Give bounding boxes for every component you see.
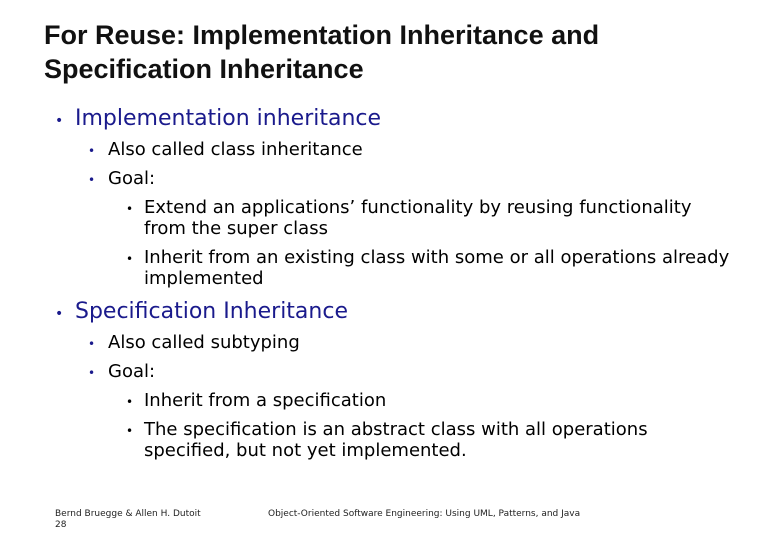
list-item — [88, 361, 155, 382]
footer-authors-block — [55, 509, 201, 531]
sub-list-item — [126, 390, 734, 413]
list-item-text: Also called subtyping — [108, 332, 300, 353]
bullet-icon: • — [126, 424, 134, 438]
footer-authors: Bernd Bruegge & Allen H. Dutoit — [55, 509, 201, 519]
section-heading-text: Specification Inheritance — [75, 299, 348, 324]
sub-list-item — [126, 419, 734, 461]
page-number: 28 — [55, 520, 67, 530]
bullet-icon: • — [126, 202, 134, 216]
footer-book-title: Object-Oriented Software Engineering: Using UML, Patterns, and Java — [268, 509, 581, 519]
bullet-icon: • — [126, 252, 134, 266]
list-item — [88, 168, 155, 189]
section-heading-text: Implementation inheritance — [75, 106, 382, 131]
slide-title-line-2: Specification Inheritance — [44, 54, 364, 84]
bullet-icon: • — [88, 173, 96, 187]
section-heading-implementation — [55, 106, 381, 131]
bullet-icon: • — [88, 337, 96, 351]
sub-list-item-text: The specification is an abstract class with all operations specified, but not yet implemented. — [144, 419, 648, 461]
list-item-text: Goal: — [108, 361, 156, 382]
sub-list-item — [126, 197, 734, 239]
sub-list-item — [126, 247, 734, 289]
bullet-icon: • — [88, 144, 96, 158]
sub-list-item-text: Inherit from a specification — [144, 390, 387, 411]
list-item-text: Also called class inheritance — [108, 139, 363, 160]
bullet-icon: • — [88, 366, 96, 380]
section-heading-specification — [55, 299, 348, 324]
bullet-icon: • — [55, 113, 64, 129]
bullet-icon: • — [126, 395, 134, 409]
list-item — [88, 139, 363, 160]
bullet-icon: • — [55, 306, 64, 322]
slide-title — [44, 18, 764, 86]
slide-title-line-1: For Reuse: Implementation Inheritance and — [44, 20, 600, 50]
list-item-text: Goal: — [108, 168, 156, 189]
sub-list-item-text: Inherit from an existing class with some or all operations already implemented — [144, 247, 730, 289]
list-item — [88, 332, 300, 353]
sub-list-item-text: Extend an applications’ functionality by reusing functionality from the super class — [144, 197, 692, 239]
